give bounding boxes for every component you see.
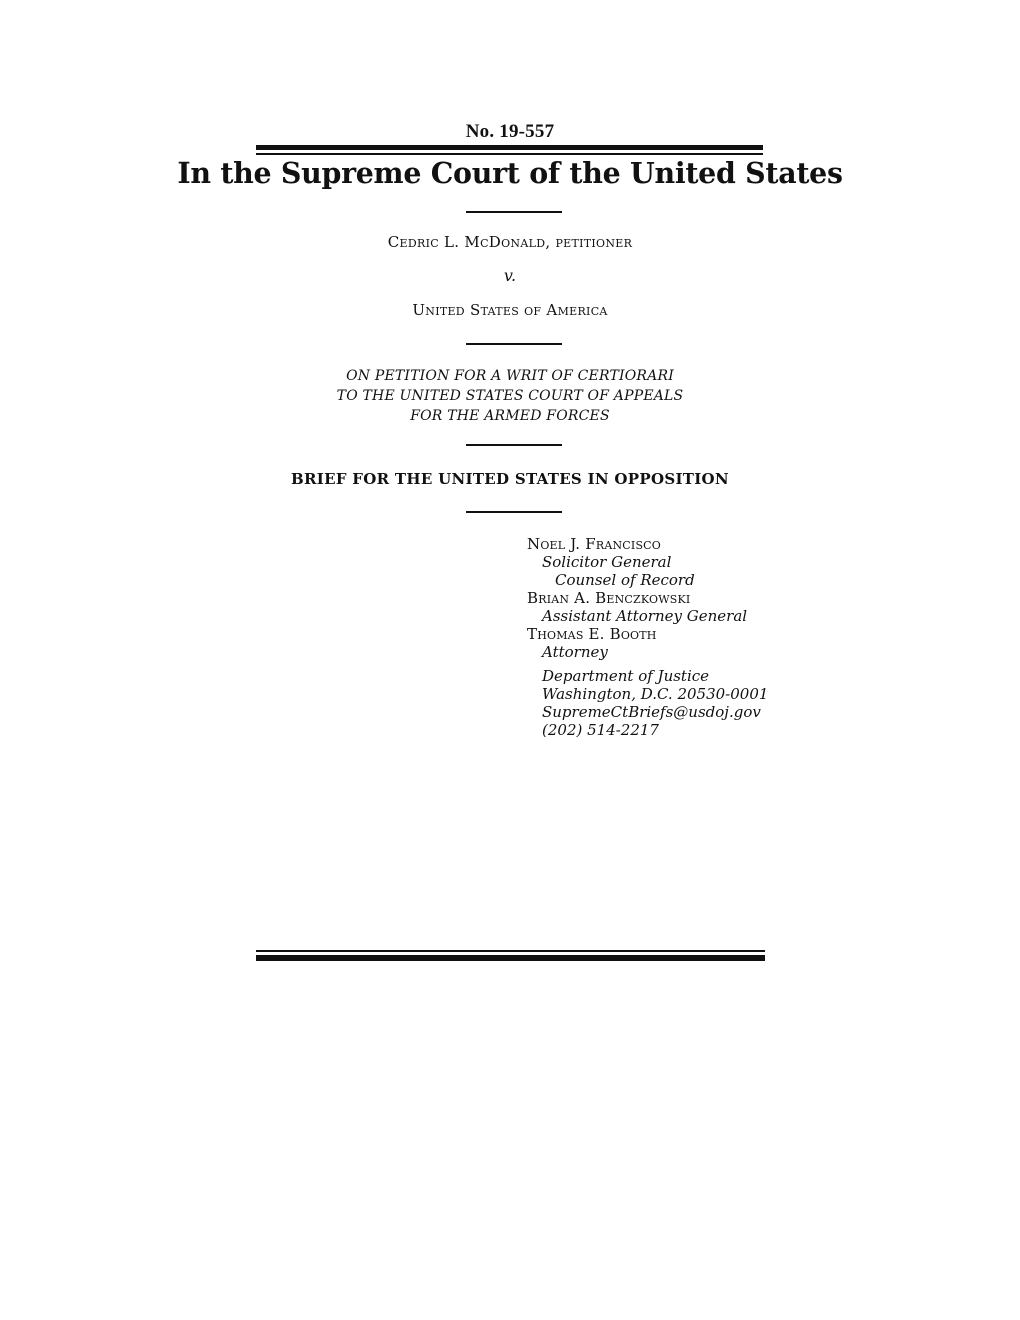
- counsel-name-francisco: Noel J. Francisco: [527, 535, 662, 553]
- counsel-role-assistant-ag: Assistant Attorney General: [542, 607, 748, 625]
- counsel-block: [527, 535, 768, 739]
- counsel-name-benczkowski: Brian A. Benczkowski: [527, 589, 691, 607]
- brief-title: BRIEF FOR THE UNITED STATES IN OPPOSITION: [291, 470, 729, 488]
- respondent-name: United States of America: [412, 301, 608, 319]
- counsel-of-record-label: Counsel of Record: [555, 571, 695, 589]
- department-address: Washington, D.C. 20530-0001: [542, 685, 769, 703]
- section-divider-4: [466, 511, 562, 513]
- lower-court-line-2: TO THE UNITED STATES COURT OF APPEALS: [336, 388, 684, 404]
- department-name: Department of Justice: [542, 667, 710, 685]
- counsel-role-attorney: Attorney: [542, 643, 608, 661]
- section-divider-3: [466, 444, 562, 446]
- versus-label: v.: [503, 266, 517, 285]
- section-divider-2: [466, 343, 562, 345]
- bottom-thin-rule: [256, 950, 765, 952]
- contact-phone: (202) 514-2217: [542, 721, 659, 739]
- lower-court-line-3: FOR THE ARMED FORCES: [410, 408, 610, 424]
- docket-number: No. 19-557: [465, 121, 555, 142]
- petitioner-name: Cedric L. McDonald, petitioner: [387, 233, 633, 251]
- lower-court-line-1: ON PETITION FOR A WRIT OF CERTIORARI: [346, 368, 674, 384]
- counsel-role-solicitor-general: Solicitor General: [542, 553, 672, 571]
- top-thin-rule: [256, 153, 763, 155]
- counsel-name-booth: Thomas E. Booth: [527, 625, 657, 643]
- contact-email: SupremeCtBriefs@usdoj.gov: [542, 703, 761, 721]
- section-divider-1: [466, 211, 562, 213]
- top-thick-rule: [256, 145, 763, 150]
- bottom-thick-rule: [256, 955, 765, 961]
- lower-court-caption: [0, 366, 1020, 426]
- court-title: In the Supreme Court of the United States: [177, 156, 843, 190]
